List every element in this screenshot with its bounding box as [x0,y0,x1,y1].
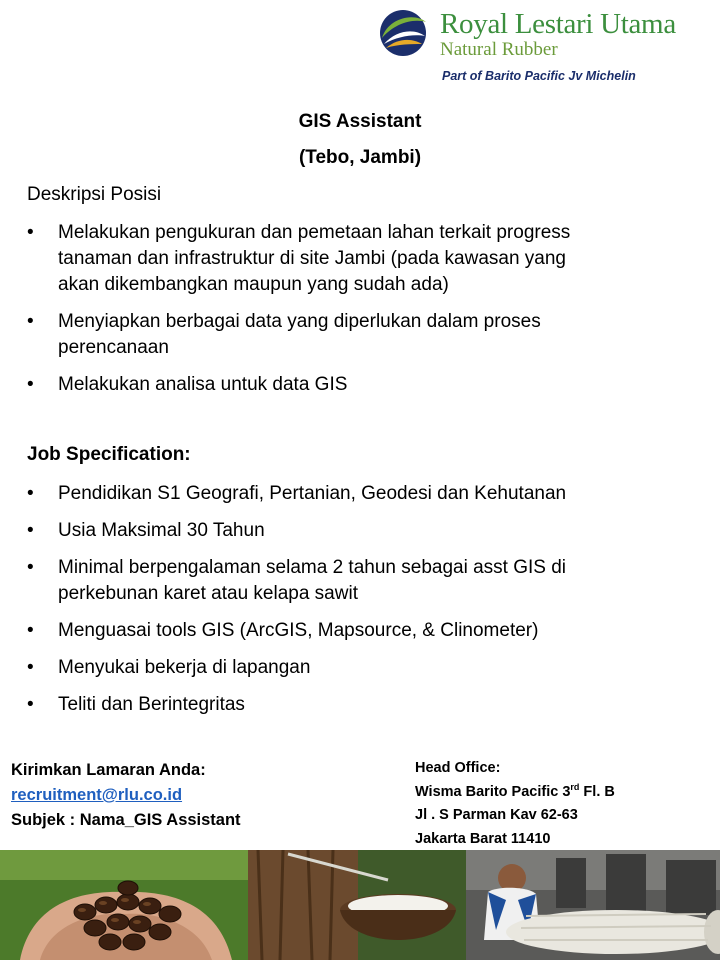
email-subject: Subjek : Nama_GIS Assistant [11,811,241,829]
application-contact [11,758,241,833]
recruitment-email-link[interactable]: recruitment@rlu.co.id [11,786,183,804]
bullet-text-line: Melakukan analisa untuk data GIS [58,374,348,395]
bullet-text-line: akan dikembangkan maupun yang sudah ada) [58,274,449,295]
leaf-logo-icon [378,8,428,58]
rubber-tapping-photo [248,850,466,960]
bullet-icon: • [27,620,34,641]
bullet-text-line: perencanaan [58,337,169,358]
bullet-item [0,309,668,361]
description-heading: Deskripsi Posisi [27,184,162,205]
bullet-item [0,518,668,544]
bullet-text-line: Pendidikan S1 Geografi, Pertanian, Geodesi dan Kehutanan [58,483,567,504]
bullet-text-line: Usia Maksimal 30 Tahun [58,520,265,541]
bullet-icon: • [27,374,34,395]
company-subtitle: Natural Rubber [440,39,558,60]
job-location: (Tebo, Jambi) [298,147,422,168]
bullet-icon: • [27,483,34,504]
office-heading: Head Office: [415,760,501,776]
bullet-text-line: Melakukan pengukuran dan pemetaan lahan terkait progress [58,222,571,243]
bullet-item [0,618,668,644]
office-address-line3: Jakarta Barat 11410 [415,830,551,847]
bullet-text-line: Minimal berpengalaman selama 2 tahun sebagai asst GIS di [58,557,567,578]
bullet-icon: • [27,222,34,243]
bullet-text-line: tanaman dan infrastruktur di site Jambi (pada kawasan yang [58,248,566,269]
bullet-item [0,220,668,298]
specification-list [0,481,668,718]
bullet-item [0,692,668,718]
job-title: GIS Assistant [298,111,422,132]
bullet-icon: • [27,520,34,541]
office-address-line1: Wisma Barito Pacific 3rd Fl. B [415,781,615,800]
bullet-icon: • [27,311,34,332]
bullet-item [0,655,668,681]
office-address-line2: Jl . S Parman Kav 62-63 [415,807,578,823]
bullet-text-line: Menyukai bekerja di lapangan [58,657,311,678]
description-list [0,220,668,398]
bullet-text-line: Teliti dan Berintegritas [58,694,245,715]
bullet-text-line: Menyiapkan berbagai data yang diperlukan dalam proses [58,311,541,332]
rubber-factory-photo [466,850,720,960]
bullet-text-line: perkebunan karet atau kelapa sawit [58,583,358,604]
bullet-item [0,555,668,607]
company-name: Royal Lestari Utama [440,8,676,40]
specification-heading: Job Specification: [27,444,191,465]
bullet-item [0,481,668,507]
head-office [415,757,615,851]
bullet-icon: • [27,657,34,678]
bullet-text-line: Menguasai tools GIS (ArcGIS, Mapsource, & Clinometer) [58,620,539,641]
apply-label: Kirimkan Lamaran Anda: [11,761,206,779]
photo-strip [0,850,720,960]
bullet-icon: • [27,694,34,715]
bullet-item [0,372,668,398]
company-logo [376,6,716,86]
rubber-seeds-photo [0,850,248,960]
company-tagline: Part of Barito Pacific Jv Michelin [442,69,636,83]
bullet-icon: • [27,557,34,578]
